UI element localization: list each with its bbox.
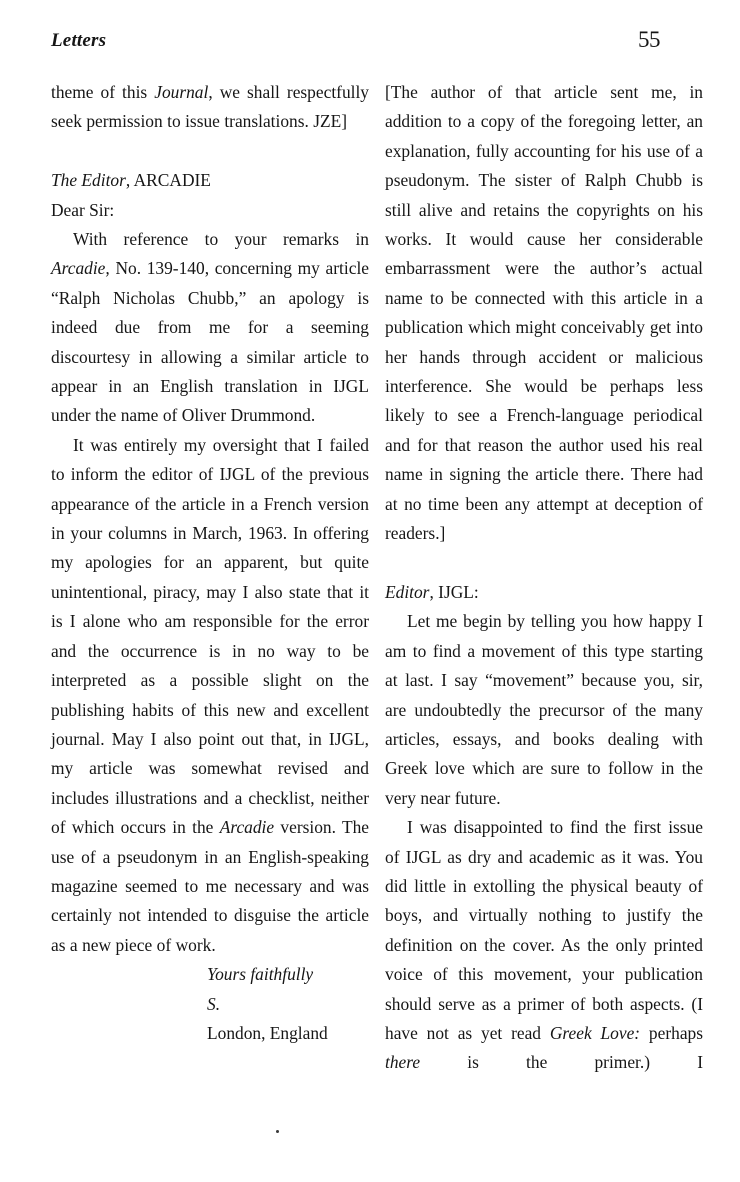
- running-head-title: Letters: [51, 30, 107, 51]
- left-addressee-italic: The Editor: [51, 170, 126, 191]
- running-head: [51, 27, 700, 56]
- seg-roman: It was entirely my oversight that I failed to inform the editor of IJGL of the previous appearance of the article in a French version in your columns in March, 1963. In offering my apologies for an apparent, but quite unintentional, piracy, may I also state that it is I alone who am responsible for the error and the occurrence is in no way to be interpreted as a possible slight on the publishing habits of this new and excellent journal. May I also point out that, in IJGL, my article was somewhat revised and includes illustrations and a checklist, neither of which occurs in the: [51, 434, 369, 838]
- seg-italic-arcadie: Arcadie: [219, 817, 275, 838]
- signature-closing-italic: Yours faithfully: [207, 964, 314, 985]
- seg-italic-there: there: [385, 1052, 421, 1073]
- right-column: [385, 78, 703, 1148]
- continued-tail: , we shall respectfully seek permission to issue translations. JZE]: [51, 82, 369, 132]
- journal-italic: Journal: [154, 82, 209, 102]
- seg-roman: With reference to your remarks in: [73, 229, 369, 250]
- seg-italic-greek-love: Greek Love:: [549, 1022, 641, 1043]
- page-number: 55: [638, 27, 660, 52]
- signature-location: London, England: [207, 1022, 328, 1043]
- left-salutation-greeting: Dear Sir:: [51, 199, 115, 220]
- right-addressee-rest: , IJGL:: [429, 581, 479, 602]
- body-columns: [51, 78, 703, 1148]
- signature-name: [51, 990, 369, 1019]
- seg-roman: is the primer.) I: [420, 1052, 703, 1073]
- left-paragraph-1: [51, 225, 369, 431]
- seg-roman: I was disappointed to find the first issue of IJGL as dry and academic as it was. You did little in extolling the physical beauty of boys, and virtually nothing to justify the definition on the cover. As the only printed voice of this movement, your publication should serve as a primer of both aspects. (I have not as yet read: [385, 817, 703, 1043]
- signature-closing: [51, 960, 369, 989]
- right-addressee-italic: Editor: [385, 581, 430, 602]
- editor-note-paragraph: [The author of that article sent me, in addition to a copy of the foregoing letter, an explanation, fully accounting for his use of a pseudonym. The sister of Ralph Chubb is still alive and retains the copyrights on his works. It would cause her considerable embarrassment were the author’s actual name to be connected with this article in a publication which might conceivably get into her hands through accident or malicious interference. She would be perhaps less likely to see a French-language periodical and for that reason the author used his real name in signing the article there. There had at no time been any attempt at deception of readers.]: [385, 82, 703, 544]
- seg-roman: version. The use of a pseudonym in an English-speaking magazine seemed to me necessary and was certainly not intended to disguise the article as a new piece of work.: [51, 817, 369, 955]
- seg-roman: No. 139-140, concerning my article “Ralph Nicholas Chubb,” an apology is indeed due from me for a seeming discourtesy in allowing a similar article to appear in an English translation in IJGL under the name of Oliver Drummond.: [51, 258, 369, 426]
- continued-lead: theme of this: [51, 82, 155, 102]
- continued-paragraph: [51, 78, 369, 137]
- right-paragraph-2: [385, 813, 703, 1107]
- signature-name-italic: S.: [207, 993, 221, 1014]
- right-paragraph-1: Let me begin by telling you how happy I am to find a movement of this type starting at last. I say “movement” because you, sir, are undoubtedly the precursor of the many articles, essays, and books dealing with Greek love which are sure to follow in the very near future.: [385, 611, 703, 808]
- left-salutation-addressee: [51, 166, 369, 195]
- left-addressee-rest: , ARCADIE: [125, 170, 211, 191]
- seg-italic-arcadie: Arcadie,: [51, 258, 110, 279]
- scan-speck: [276, 1130, 279, 1133]
- left-paragraph-2: [51, 431, 369, 960]
- seg-roman: perhaps: [640, 1022, 703, 1043]
- left-column: [51, 78, 369, 1148]
- right-salutation-addressee: [385, 578, 703, 607]
